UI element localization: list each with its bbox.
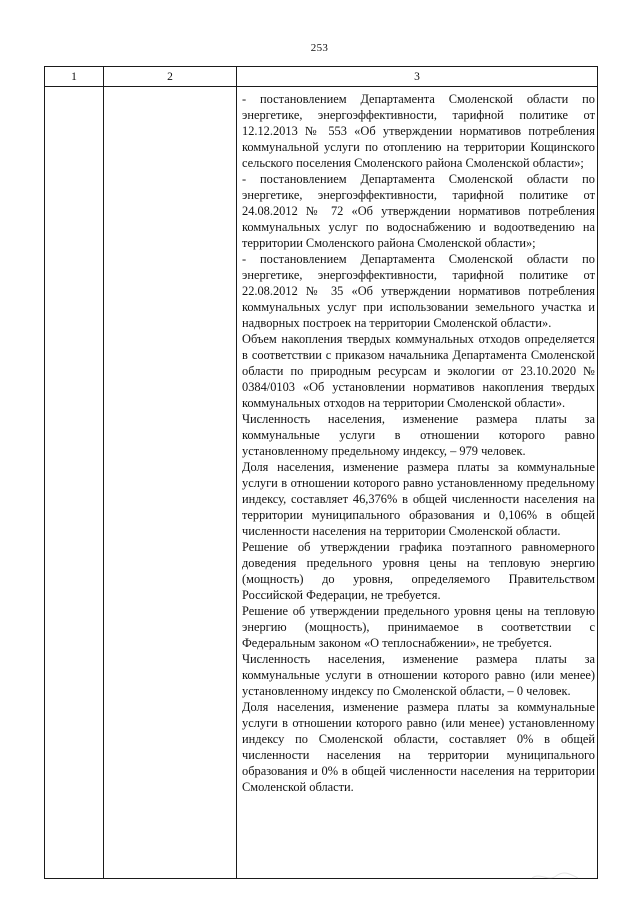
page-number: 253 xyxy=(310,42,329,54)
paragraph-resolution-heating: - постановлением Департамента Смоленской области по энергетике, энергоэффективности, тарифной политике от 12.12.2013 № 553 «Об утверждении нормативов потребления коммунальной услуги по отоплению на территории Кощинского сельского поселения Смоленского района Смоленской области»; xyxy=(242,92,595,170)
paragraph-population-count: Численность населения, изменение размера платы за коммунальные услуги в отношении которого равно установленному предельному индексу, – 979 человек. xyxy=(242,412,595,458)
document-table xyxy=(44,66,598,879)
paragraph-population-share-regional: Доля населения, изменение размера платы за коммунальные услуги в отношении которого равно (или менее) установленному индексу по Смоленской области, составляет 0% в общей численности населения на территории муниципального образования и 0% в общей численности населения на территории Смоленской области. xyxy=(242,700,595,794)
paragraph-population-count-regional: Численность населения, изменение размера платы за коммунальные услуги в отношении которого равно (или менее) установленному индексу по Смоленской области, – 0 человек. xyxy=(242,652,595,698)
paragraph-resolution-water: - постановлением Департамента Смоленской области по энергетике, энергоэффективности, тарифной политике от 24.08.2012 № 72 «Об утверждении нормативов потребления коммунальных услуг по водоснабжению и водоотведению на территории Смоленского района Смоленской области»; xyxy=(242,172,595,250)
column-header-1: 1 xyxy=(45,67,104,87)
paragraph-resolution-land: - постановлением Департамента Смоленской области по энергетике, энергоэффективности, тарифной политике от 22.08.2012 № 35 «Об утверждении нормативов потребления коммунальных услуг при использовании земельного участка и надворных построек на территории Смоленской области». xyxy=(242,252,595,330)
paragraph-price-level-decision: Решение об утверждении предельного уровня цены на тепловую энергию (мощность), принимаемое в соответствии с Федеральным законом «О теплоснабжении», не требуется. xyxy=(242,604,595,650)
paragraph-waste-volume: Объем накопления твердых коммунальных отходов определяется в соответствии с приказом начальника Департамента Смоленской области по природным ресурсам и экологии от 23.10.2020 № 0384/0103 «Об установлении нормативов накопления твердых коммунальных отходов на территории Смоленской области». xyxy=(242,332,595,410)
scan-smudge xyxy=(530,868,580,884)
column-header-3: 3 xyxy=(237,67,598,87)
column-2-cell xyxy=(104,87,237,879)
column-header-2: 2 xyxy=(104,67,237,87)
paragraph-schedule-decision: Решение об утверждении графика поэтапного равномерного доведения предельного уровня цены на тепловую энергию (мощность) до уровня, определяемого Правительством Российской Федерации, не требуется. xyxy=(242,540,595,602)
column-3-cell xyxy=(237,87,598,879)
paragraph-population-share: Доля населения, изменение размера платы за коммунальные услуги в отношении которого равно установленному предельному индексу, составляет 46,376% в общей численности населения на территории муниципального образования и 0,106% в общей численности населения на территории Смоленской области. xyxy=(242,460,595,538)
column-1-cell xyxy=(45,87,104,879)
table-header-row xyxy=(45,67,598,87)
table-row xyxy=(45,87,598,879)
